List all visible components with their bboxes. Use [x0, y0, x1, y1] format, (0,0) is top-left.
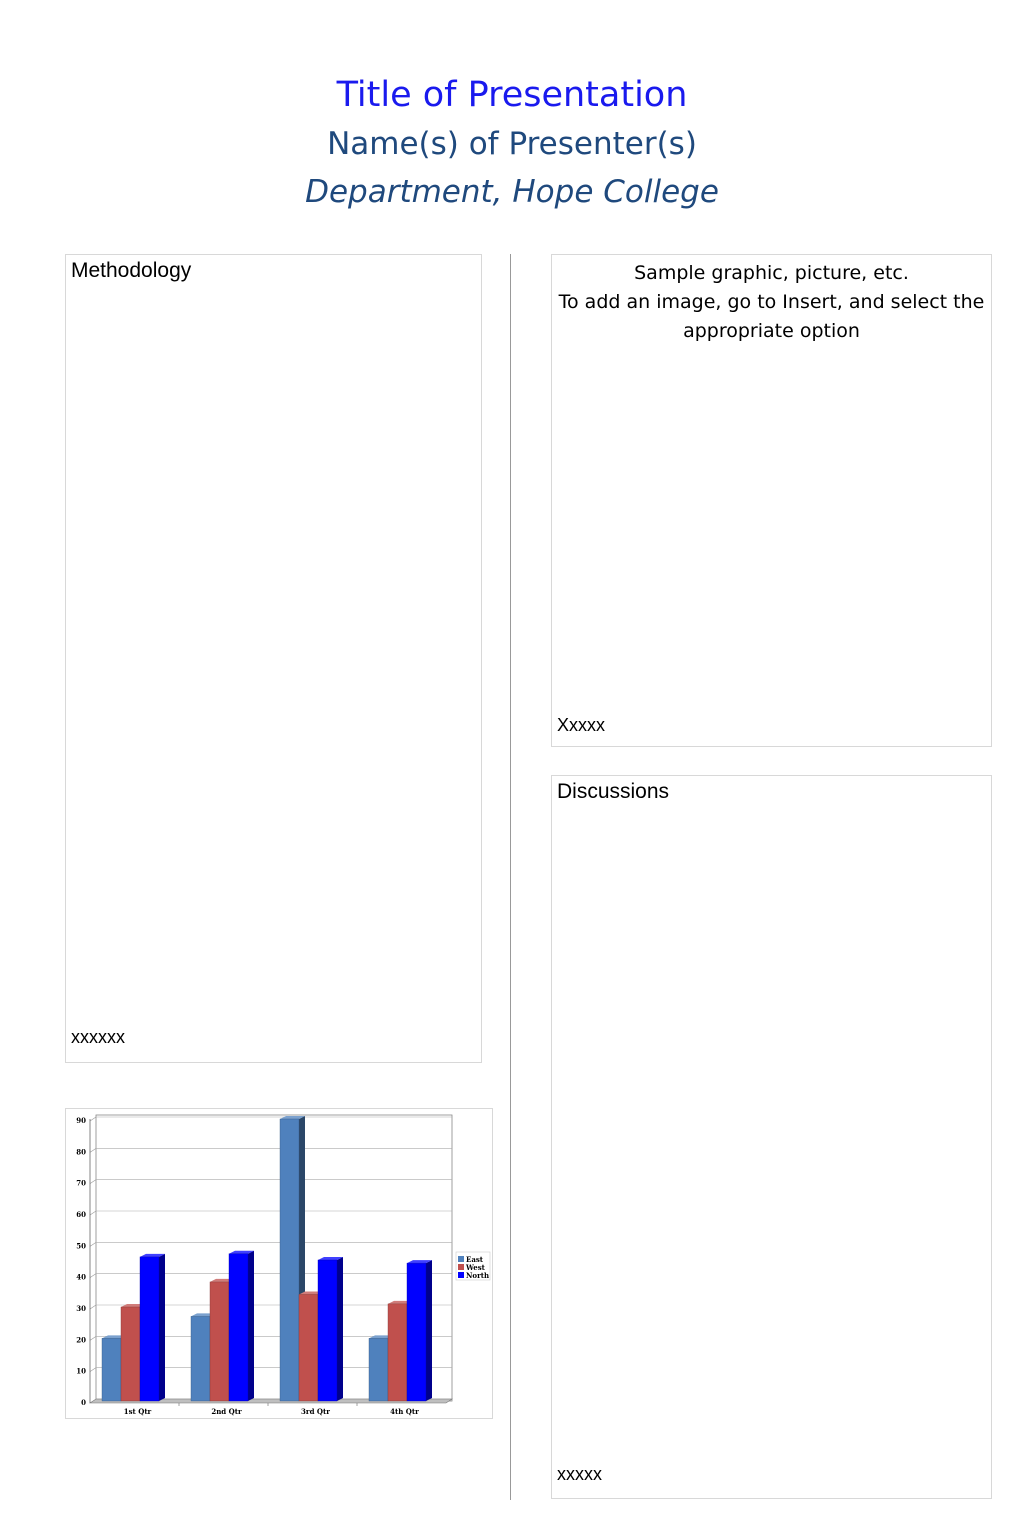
department-line: Department, Hope College: [305, 174, 719, 210]
methodology-footer: xxxxxx: [71, 1027, 125, 1047]
y-tick-label: 60: [76, 1210, 86, 1219]
sample-line-3: appropriate option: [683, 320, 860, 342]
gridline-diag: [90, 1180, 96, 1184]
legend-swatch-east: [458, 1256, 464, 1262]
bar-chart: [66, 1109, 494, 1420]
presentation-title: Title of Presentation: [336, 75, 688, 115]
bar-side-north: [337, 1257, 343, 1401]
legend-label-west: West: [466, 1263, 485, 1272]
bar-north-0: [140, 1257, 159, 1401]
y-tick-label: 30: [76, 1304, 86, 1313]
legend-label-north: North: [466, 1271, 490, 1280]
y-tick-label: 20: [76, 1335, 86, 1345]
gridline-diag: [90, 1336, 96, 1340]
bar-side-north: [426, 1260, 432, 1401]
bar-west-2: [299, 1294, 318, 1401]
legend-label-east: East: [466, 1255, 484, 1264]
bar-west-0: [121, 1307, 140, 1401]
gridline-diag: [90, 1211, 96, 1215]
x-tick-label: 1st Qtr: [123, 1407, 152, 1416]
bar-north-3: [407, 1263, 426, 1401]
column-divider: [510, 254, 511, 1500]
gridline-diag: [90, 1305, 96, 1309]
y-tick-label: 10: [76, 1366, 86, 1376]
bar-east-0: [102, 1338, 121, 1401]
y-tick-label: 80: [76, 1147, 86, 1157]
bar-north-1: [229, 1254, 248, 1401]
bar-west-3: [388, 1304, 407, 1401]
x-tick-label: 2nd Qtr: [211, 1407, 242, 1416]
legend-swatch-west: [458, 1264, 464, 1270]
bar-north-2: [318, 1260, 337, 1401]
y-tick-label: 50: [76, 1241, 86, 1251]
gridline-diag: [90, 1117, 96, 1121]
x-tick-label: 4th Qtr: [390, 1407, 419, 1416]
poster-header: [0, 70, 1024, 216]
gridline-diag: [90, 1242, 96, 1246]
y-tick-label: 40: [76, 1272, 86, 1282]
bar-side-north: [159, 1254, 165, 1401]
gridline-diag: [90, 1368, 96, 1372]
methodology-box[interactable]: [65, 254, 482, 1063]
discussions-box[interactable]: [551, 775, 992, 1499]
bar-east-1: [191, 1316, 210, 1401]
bar-side-north: [248, 1251, 254, 1401]
bar-west-1: [210, 1282, 229, 1401]
discussions-footer: xxxxx: [557, 1464, 602, 1484]
x-tick-label: 3rd Qtr: [301, 1407, 330, 1416]
bar-east-3: [369, 1338, 388, 1401]
y-tick-label: 70: [76, 1178, 86, 1188]
y-tick-label: 0: [81, 1398, 86, 1407]
gridline-diag: [90, 1148, 96, 1152]
discussions-heading: Discussions: [557, 780, 670, 803]
gridline-diag: [90, 1274, 96, 1278]
bar-east-2: [280, 1119, 299, 1401]
legend-swatch-north: [458, 1272, 464, 1278]
sample-line-2: To add an image, go to Insert, and select the: [558, 291, 985, 313]
sample-footer: Xxxxx: [557, 715, 606, 735]
chart-box[interactable]: [65, 1108, 493, 1419]
methodology-heading: Methodology: [71, 259, 192, 282]
presenter-names: Name(s) of Presenter(s): [327, 126, 697, 162]
sample-graphic-instructions: [552, 259, 991, 346]
sample-graphic-box[interactable]: [551, 254, 992, 747]
y-tick-label: 90: [76, 1116, 86, 1125]
sample-line-1: Sample graphic, picture, etc.: [634, 262, 909, 284]
